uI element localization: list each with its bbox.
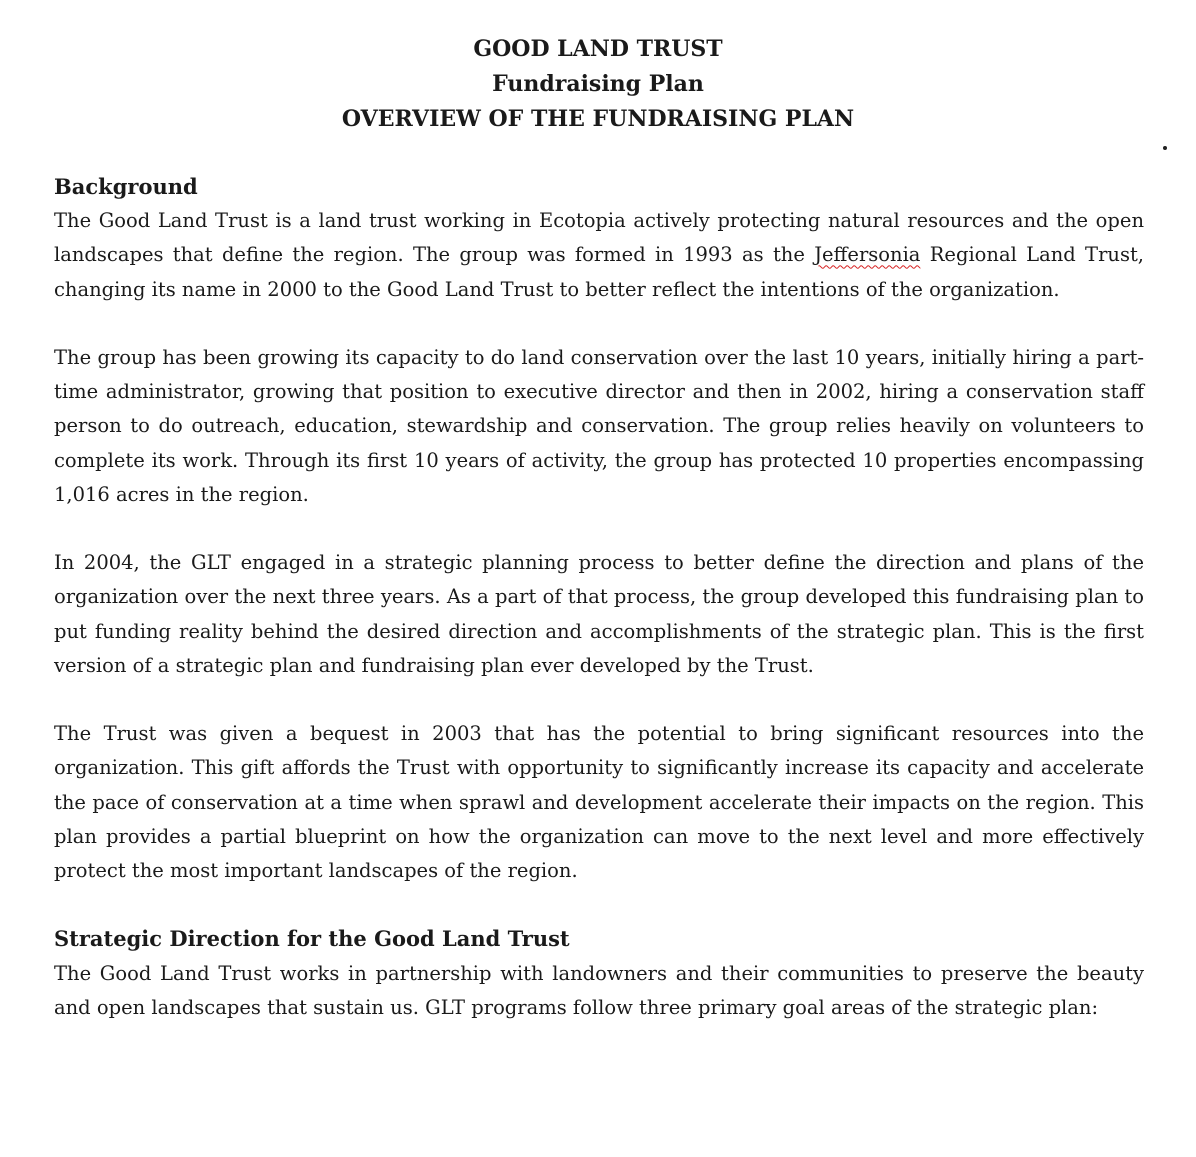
background-heading: Background	[54, 174, 198, 199]
background-paragraph-1	[54, 204, 1144, 307]
overview-title: OVERVIEW OF THE FUNDRAISING PLAN	[341, 106, 855, 132]
stray-dot-mark	[1163, 146, 1167, 150]
background-paragraph-2: The group has been growing its capacity to do land conservation over the last 10 years, initially hiring a part-time administrator, growing that position to executive director and then in 2002, hiring a conservation staff person to do outreach, education, stewardship and conservation. The group relies heavily on volunteers to complete its work. Through its first 10 years of activity, the group has protected 10 properties encompassing 1,016 acres in the region.	[54, 346, 1144, 506]
plan-subtitle: Fundraising Plan	[492, 71, 704, 97]
paragraph-text-after: Regional Land Trust, changing its name in 2000 to the Good Land Trust to better reflect the intentions of the organization.	[54, 243, 1144, 301]
strategic-direction-paragraph: The Good Land Trust works in partnership with landowners and their communities to preserve the beauty and open landscapes that sustain us. GLT programs follow three primary goal areas of the strategic plan:	[54, 961, 1144, 1019]
document-title-block	[0, 32, 1196, 137]
paragraph-text-before: The Good Land Trust is a land trust working in Ecotopia actively protecting natural resources and the open landscapes that define the region. The group was formed in 1993 as the	[54, 209, 1144, 267]
org-name-title: GOOD LAND TRUST	[473, 36, 723, 62]
background-paragraph-3: In 2004, the GLT engaged in a strategic planning process to better define the direction and plans of the organization over the next three years. As a part of that process, the group developed this fundraising plan to put funding reality behind the desired direction and accomplishments of the strategic plan. This is the first version of a strategic plan and fundraising plan ever developed by the Trust.	[54, 551, 1144, 677]
strategic-direction-heading: Strategic Direction for the Good Land Trust	[54, 926, 570, 952]
spellcheck-flagged-word[interactable]: Jeffersonia	[814, 243, 921, 267]
background-paragraph-4: The Trust was given a bequest in 2003 that has the potential to bring significant resources into the organization. This gift affords the Trust with opportunity to significantly increase its capacity and accelerate the pace of conservation at a time when sprawl and development accelerate their impacts on the region. This plan provides a partial blueprint on how the organization can move to the next level and more effectively protect the most important landscapes of the region.	[54, 722, 1144, 883]
document-body	[54, 170, 1144, 1059]
